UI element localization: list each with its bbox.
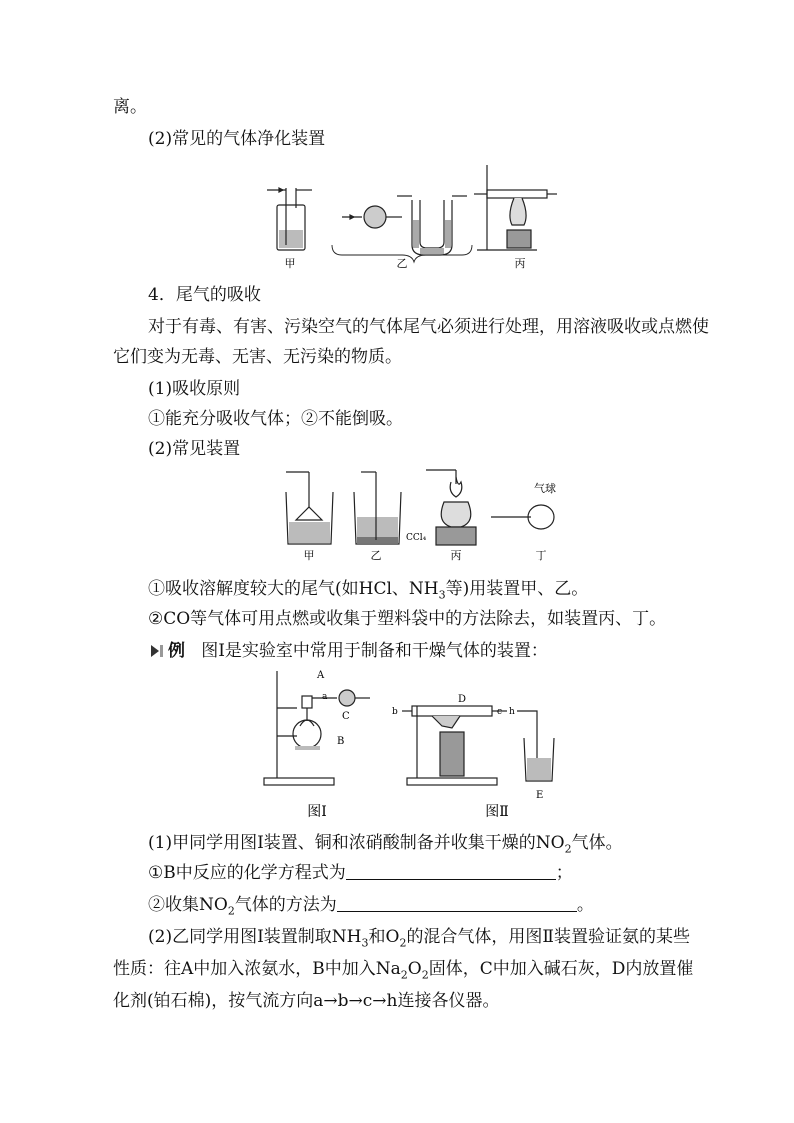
figure-label: 乙 (370, 549, 382, 562)
label-a-outlet: a (322, 692, 328, 702)
text-line: (2)常见装置 (148, 439, 241, 459)
example-label: 例 (168, 641, 185, 661)
text-line: (1)吸收原则 (148, 379, 241, 399)
label-a: A (317, 670, 325, 681)
figure-label: 丙 (450, 549, 462, 562)
figure-label: 甲 (303, 549, 315, 562)
text-line: (2)乙同学用图Ⅰ装置制取$NH_3$和$O_2$的混合气体，用图Ⅱ装置验证氨的某些 (148, 927, 690, 950)
balloon-label: 气球 (534, 482, 556, 495)
text-line: (1)甲同学用图Ⅰ装置、铜和浓硝酸制备并收集干燥的$NO_2$气体。 (148, 833, 623, 856)
label-c: C (342, 711, 350, 722)
figure-caption: 图Ⅰ (307, 804, 327, 820)
text-line: 它们变为无毒、无害、无污染的物质。 (113, 347, 402, 367)
section-heading: 4．尾气的吸收 (148, 285, 261, 305)
text-line: 化剂(铂石棉)，按气流方向a→b→c→h连接各仪器。 (113, 991, 500, 1011)
text-line: ①能充分吸收气体；②不能倒吸。 (148, 409, 403, 429)
text-line: ①吸收溶解度较大的尾气(如HCl、$NH_3$等)用装置甲、乙。 (148, 579, 589, 602)
ccl4-label: CCl₄ (406, 533, 427, 543)
section-heading: (2)常见的气体净化装置 (148, 129, 326, 149)
question-line: ①B中反应的化学方程式为 ； (148, 863, 573, 883)
example-line: 例 图Ⅰ是实验室中常用于制备和干燥气体的装置： (150, 640, 548, 662)
label-h-inlet: h (509, 707, 515, 717)
absorption-apparatus-figure (276, 462, 576, 562)
figure-caption: 图Ⅱ (485, 804, 509, 820)
label-d: D (458, 694, 467, 705)
label-b-inlet: b (392, 707, 398, 717)
label-c-outlet: c (497, 707, 503, 717)
answer-blank[interactable] (337, 895, 577, 912)
figure-label: 乙 (396, 257, 408, 270)
text-line: ②CO等气体可用点燃或收集于塑料袋中的方法除去，如装置丙、丁。 (148, 609, 667, 629)
figure-label: 丙 (514, 257, 526, 270)
question-line: ②收集$NO_2$气体的方法为 。 (148, 895, 594, 918)
figure-label: 丁 (535, 549, 547, 562)
apparatus-figure-i-ii (262, 666, 562, 826)
text-line: 离。 (113, 97, 147, 117)
text-line: 性质：往A中加入浓氨水，B中加入$Na_2O_2$固体，C中加入碱石灰，D内放置催 (113, 959, 694, 982)
label-b: B (337, 736, 345, 747)
example-marker-icon (150, 643, 164, 659)
answer-blank[interactable] (346, 863, 556, 880)
label-e: E (536, 790, 544, 801)
purification-apparatus-figure (262, 160, 562, 270)
figure-label: 甲 (284, 257, 296, 270)
text-line: 对于有毒、有害、污染空气的气体尾气必须进行处理，用溶液吸收或点燃使 (148, 317, 709, 337)
